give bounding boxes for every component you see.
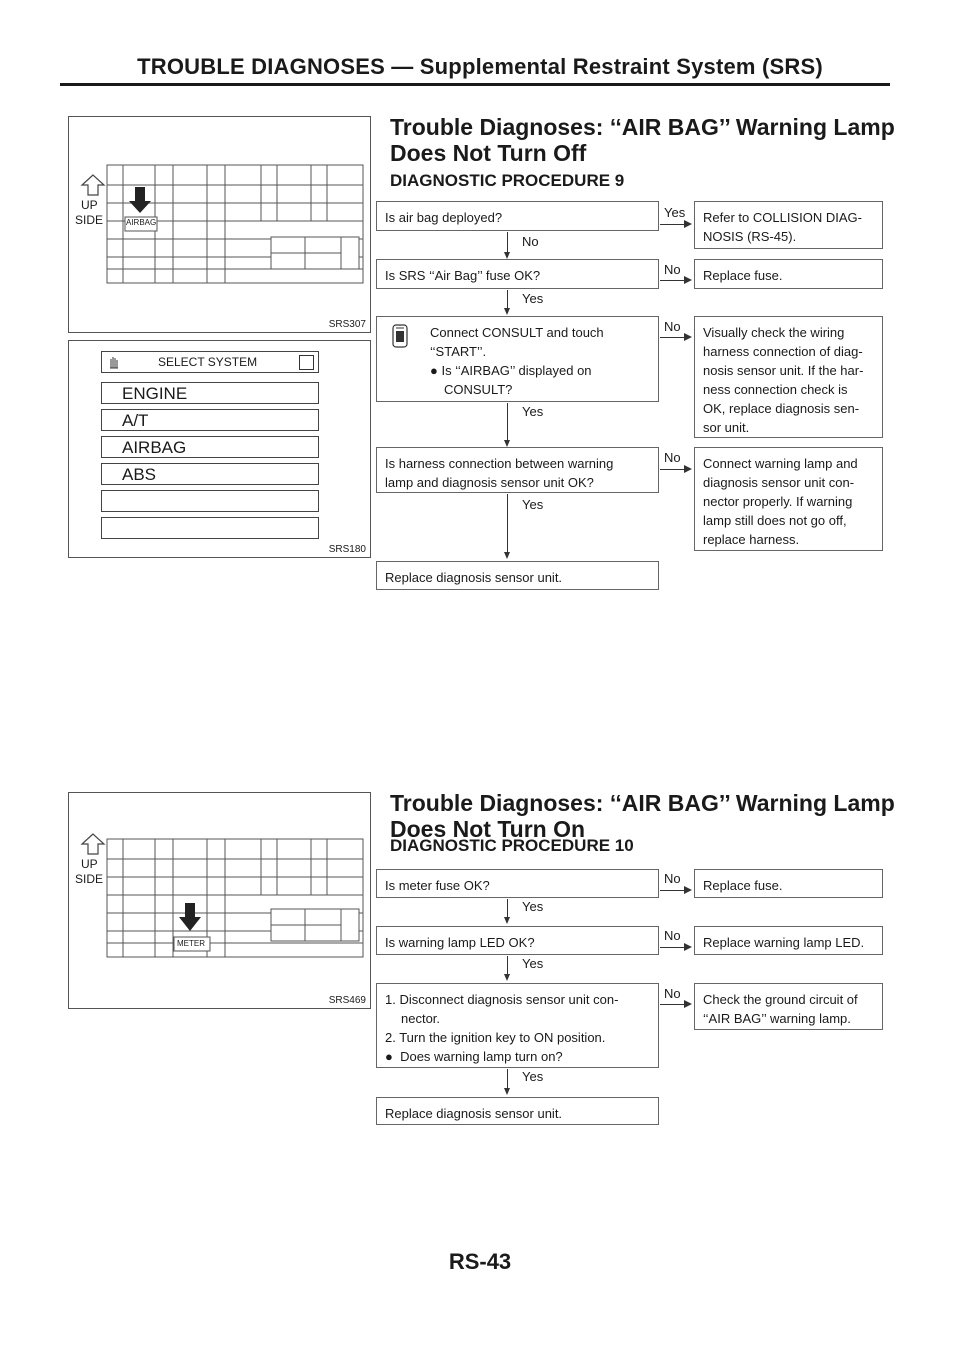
menu-item-engine[interactable]: ENGINE: [101, 382, 319, 404]
arrow-down-icon: [504, 1088, 510, 1095]
menu-item-empty-1[interactable]: [101, 490, 319, 512]
s2-step-3-line2: nector.: [401, 1011, 441, 1026]
step-2-result: Replace fuse.: [694, 259, 883, 289]
step-3-line3-text: Is ‘‘AIRBAG’’ displayed on: [441, 363, 592, 378]
s2-step-3-question: [376, 983, 659, 1068]
connector-line: [507, 232, 508, 252]
arrow-down-icon: [504, 917, 510, 924]
select-system-bar: [101, 351, 319, 373]
s2-step-3-down-label: Yes: [522, 1069, 544, 1084]
s2-step-2-result: Replace warning lamp LED.: [694, 926, 883, 955]
s2-step-2-down-label: Yes: [522, 956, 544, 971]
connector-line: [660, 280, 685, 281]
step-3-line4: CONSULT?: [444, 382, 513, 397]
step-2-question: Is SRS ‘‘Air Bag’’ fuse OK?: [376, 259, 659, 289]
s2-step-3-line4-text: Does warning lamp turn on?: [400, 1049, 563, 1064]
arrow-right-icon: [684, 943, 692, 951]
step-5-final: Replace diagnosis sensor unit.: [376, 561, 659, 590]
side-label: SIDE: [75, 213, 104, 227]
step-1-question: Is air bag deployed?: [376, 201, 659, 231]
step-4-no-label: No: [664, 450, 681, 465]
arrow-down-icon: [504, 974, 510, 981]
step-4-question: Is harness connection between warning lamp and diagnosis sensor unit OK?: [376, 447, 659, 493]
arrow-right-icon: [684, 886, 692, 894]
page-header-title: TROUBLE DIAGNOSES — Supplemental Restraint System (SRS): [137, 54, 823, 79]
arrow-down-icon: [504, 252, 510, 259]
connector-line: [507, 494, 508, 554]
page-number: RS-43: [448, 1249, 512, 1274]
s2-step-3-line3: 2. Turn the ignition key to ON position.: [385, 1030, 606, 1045]
connector-line: [507, 899, 508, 917]
figure-code: SRS469: [328, 995, 366, 1006]
step-3-line3: ● Is ‘‘AIRBAG’’ displayed on: [430, 363, 592, 378]
figure-code: SRS180: [328, 544, 366, 555]
hand-pointer-icon: [108, 355, 120, 369]
connector-line: [660, 947, 685, 948]
section-title-2-line2: Does Not Turn On: [390, 816, 586, 842]
connector-line: [507, 1069, 508, 1089]
header-rule: [60, 83, 890, 86]
s2-step-1-question: Is meter fuse OK?: [376, 869, 659, 898]
section-title-1: [390, 114, 910, 166]
arrow-right-icon: [684, 276, 692, 284]
figure-srs180: [68, 340, 371, 558]
down-arrow-icon: [129, 187, 151, 213]
connector-diagram: [69, 793, 370, 1008]
s2-step-2-no-label: No: [664, 928, 681, 943]
step-1-result: Refer to COLLISION DIAG- NOSIS (RS-45).: [694, 201, 883, 249]
connector-line: [507, 290, 508, 308]
section-title-2: [390, 790, 910, 842]
connector-tag: METER: [177, 939, 205, 948]
figure-srs307: [68, 116, 371, 333]
arrow-right-icon: [684, 465, 692, 473]
arrow-right-icon: [684, 1000, 692, 1008]
step-4-down-label: Yes: [522, 497, 544, 512]
step-1-down-label: No: [522, 234, 539, 249]
down-arrow-icon: [179, 903, 201, 931]
step-3-result: Visually check the wiring harness connection of diag- nosis sensor unit. If the har- ness connection check is OK, replace diagnosis sen- sor unit.: [694, 316, 883, 438]
connector-line: [660, 337, 685, 338]
up-label: UP: [81, 198, 98, 212]
arrow-right-icon: [684, 220, 692, 228]
menu-item-at[interactable]: A/T: [101, 409, 319, 431]
connector-line: [660, 1004, 685, 1005]
section-title-1-line1: Trouble Diagnoses: ‘‘AIR BAG’’ Warning Lamp: [390, 114, 895, 140]
menu-item-abs[interactable]: ABS: [101, 463, 319, 485]
connector-line: [507, 403, 508, 443]
step-3-question: [376, 316, 659, 402]
connector-line: [507, 956, 508, 974]
step-3-no-label: No: [664, 319, 681, 334]
s2-step-2-question: Is warning lamp LED OK?: [376, 926, 659, 955]
s2-step-4-final: Replace diagnosis sensor unit.: [376, 1097, 659, 1125]
up-label: UP: [81, 857, 98, 871]
up-arrow-icon: [82, 834, 104, 854]
arrow-down-icon: [504, 440, 510, 447]
connector-line: [660, 890, 685, 891]
connector-diagram: [69, 117, 370, 332]
step-3-down-label: Yes: [522, 404, 544, 419]
connector-line: [660, 224, 685, 225]
arrow-down-icon: [504, 552, 510, 559]
up-arrow-icon: [82, 175, 104, 195]
step-3-line2: ‘‘START’’.: [430, 344, 487, 359]
s2-step-3-no-label: No: [664, 986, 681, 1001]
step-1-yes-label: Yes: [664, 205, 686, 220]
s2-step-3-line4: ● Does warning lamp turn on?: [385, 1049, 563, 1064]
s2-step-1-down-label: Yes: [522, 899, 544, 914]
arrow-right-icon: [684, 333, 692, 341]
s2-step-1-no-label: No: [664, 871, 681, 886]
s2-step-1-result: Replace fuse.: [694, 869, 883, 898]
select-system-title: SELECT SYSTEM: [158, 355, 258, 369]
step-3-line1: Connect CONSULT and touch: [430, 325, 604, 340]
arrow-down-icon: [504, 308, 510, 315]
procedure-10-heading: DIAGNOSTIC PROCEDURE 10: [390, 836, 634, 855]
s2-step-3-result: Check the ground circuit of ‘‘AIR BAG’’ warning lamp.: [694, 983, 883, 1030]
step-4-result: Connect warning lamp and diagnosis sensor unit con- nector properly. If warning lamp still does not go off, replace harness.: [694, 447, 883, 551]
figure-code: SRS307: [328, 319, 366, 330]
step-2-no-label: No: [664, 262, 681, 277]
menu-item-empty-2[interactable]: [101, 517, 319, 539]
s2-step-3-line1: 1. Disconnect diagnosis sensor unit con-: [385, 992, 619, 1007]
consult-tester-icon: [390, 322, 412, 352]
connector-line: [660, 469, 685, 470]
menu-item-airbag[interactable]: AIRBAG: [101, 436, 319, 458]
side-label: SIDE: [75, 872, 104, 886]
checkbox-icon: [299, 355, 314, 370]
section-title-1-line2: Does Not Turn Off: [390, 140, 587, 166]
procedure-9-heading: DIAGNOSTIC PROCEDURE 9: [390, 171, 625, 190]
step-2-down-label: Yes: [522, 291, 544, 306]
figure-srs469: [68, 792, 371, 1009]
connector-tag: AIRBAG: [126, 218, 157, 227]
section-title-2-line1: Trouble Diagnoses: ‘‘AIR BAG’’ Warning Lamp: [390, 790, 895, 816]
